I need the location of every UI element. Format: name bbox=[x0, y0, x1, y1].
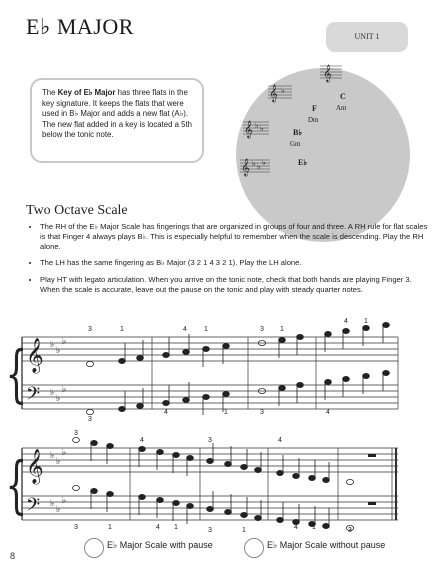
svg-text:♭: ♭ bbox=[56, 346, 61, 356]
label-f-major: F bbox=[312, 104, 317, 113]
score-system-2 bbox=[0, 432, 435, 532]
fingering: 1 bbox=[120, 326, 124, 333]
fingering: 3 bbox=[260, 326, 264, 333]
fingering: 4 bbox=[326, 409, 330, 416]
fingering: 3 bbox=[260, 409, 264, 416]
svg-text:𝄞: 𝄞 bbox=[323, 64, 332, 82]
fingering: 3 bbox=[348, 527, 352, 534]
svg-text:𝄞: 𝄞 bbox=[241, 158, 250, 176]
svg-text:♭: ♭ bbox=[50, 388, 55, 398]
score-system-1 bbox=[0, 318, 435, 423]
label-eb-major: E♭ bbox=[298, 158, 308, 167]
svg-text:♭: ♭ bbox=[56, 505, 61, 515]
treble-clef-icon: 𝄞 bbox=[26, 449, 44, 484]
key-info-text: has three flats in the key signature. It keeps the flats that were used in B♭ Major and adds a new flat (A♭). The new flat added in a key is located a 5th below the tonic note. bbox=[42, 88, 192, 140]
key-signature-eb-staff bbox=[240, 156, 270, 174]
label-a-minor: Am bbox=[336, 104, 347, 112]
fingering: 4 bbox=[294, 524, 298, 531]
fingering: 3 bbox=[88, 326, 92, 333]
svg-text:♭: ♭ bbox=[56, 457, 61, 467]
fingering: 4 bbox=[183, 326, 187, 333]
svg-text:𝄞: 𝄞 bbox=[244, 120, 253, 138]
key-signature-c-staff bbox=[320, 62, 342, 80]
page-number: 8 bbox=[10, 551, 16, 561]
key-info-intro: The bbox=[42, 88, 58, 97]
svg-text:♭: ♭ bbox=[281, 86, 285, 95]
unit-tab: UNIT 1 bbox=[326, 22, 408, 52]
svg-text:♭: ♭ bbox=[252, 159, 256, 168]
bass-clef-icon: 𝄢 bbox=[26, 384, 41, 409]
fingering: 1 bbox=[312, 524, 316, 531]
label-c-major: C bbox=[340, 92, 346, 101]
fingering: 1 bbox=[204, 326, 208, 333]
key-info-box bbox=[30, 78, 204, 163]
grand-staff-brace: { bbox=[5, 337, 28, 410]
key-info-bold: Key of E♭ Major bbox=[57, 88, 116, 97]
fingering: 4 bbox=[344, 318, 348, 325]
svg-text:𝄞: 𝄞 bbox=[269, 84, 278, 102]
svg-text:♭: ♭ bbox=[50, 340, 55, 350]
page-title: E♭ MAJOR bbox=[26, 14, 134, 39]
label-g-minor: Gm bbox=[290, 140, 301, 148]
label-bb-major: B♭ bbox=[293, 128, 303, 137]
instruction-item: • The RH of the E♭ Major Scale has fingerings that are organized in groups of four and three. A RH rule for flat scales is that Finger 4 always plays B♭. This is especially helpful to remember when the scale is descending. Play the RH alone. bbox=[40, 222, 432, 251]
fingering: 4 bbox=[278, 437, 282, 444]
fingering: 3 bbox=[208, 527, 212, 534]
check-circle-with-pause[interactable] bbox=[84, 538, 104, 558]
svg-text:♭: ♭ bbox=[50, 451, 55, 461]
fingering: 3 bbox=[88, 416, 92, 423]
svg-text:♭: ♭ bbox=[262, 158, 266, 167]
fingering: 3 bbox=[74, 430, 78, 437]
fingering: 1 bbox=[224, 409, 228, 416]
section-title: Two Octave Scale bbox=[26, 203, 128, 218]
instruction-list bbox=[24, 222, 432, 302]
svg-text:♭: ♭ bbox=[50, 499, 55, 509]
fingering: 4 bbox=[140, 437, 144, 444]
bass-clef-icon: 𝄢 bbox=[26, 495, 41, 520]
fingering: 3 bbox=[208, 437, 212, 444]
svg-text:♭: ♭ bbox=[62, 337, 67, 347]
key-signature-bb-staff bbox=[243, 118, 269, 136]
circle-of-fifths bbox=[236, 68, 410, 242]
fingering: 1 bbox=[108, 524, 112, 531]
label-d-minor: Dm bbox=[308, 116, 319, 124]
check-label-without-pause: E♭ Major Scale without pause bbox=[267, 540, 386, 550]
check-label-with-pause: E♭ Major Scale with pause bbox=[107, 540, 213, 550]
fingering: 4 bbox=[164, 409, 168, 416]
instruction-item: • Play HT with legato articulation. When you arrive on the tonic note, check that both hands are playing Finger 3. When the scale is accurate, leave out the pause on the tonic and play with steady quarter notes. bbox=[40, 275, 432, 295]
key-signature-f-staff bbox=[268, 82, 292, 100]
treble-clef-icon: 𝄞 bbox=[26, 338, 44, 373]
grand-staff-brace: { bbox=[5, 448, 28, 521]
svg-text:♭: ♭ bbox=[62, 496, 67, 506]
instruction-item: • The LH has the same fingering as B♭ Major (3 2 1 4 3 2 1). Play the LH alone. bbox=[40, 258, 432, 268]
fingering: 3 bbox=[74, 524, 78, 531]
svg-text:♭: ♭ bbox=[62, 448, 67, 458]
svg-text:♭: ♭ bbox=[62, 385, 67, 395]
check-circle-without-pause[interactable] bbox=[244, 538, 264, 558]
fingering: 1 bbox=[174, 524, 178, 531]
svg-text:♭: ♭ bbox=[56, 394, 61, 404]
fingering: 1 bbox=[364, 318, 368, 325]
svg-text:♭: ♭ bbox=[260, 124, 264, 133]
svg-text:♭: ♭ bbox=[257, 162, 261, 171]
fingering: 4 bbox=[156, 524, 160, 531]
svg-text:♭: ♭ bbox=[255, 121, 259, 130]
fingering: 1 bbox=[280, 326, 284, 333]
fingering: 1 bbox=[242, 527, 246, 534]
